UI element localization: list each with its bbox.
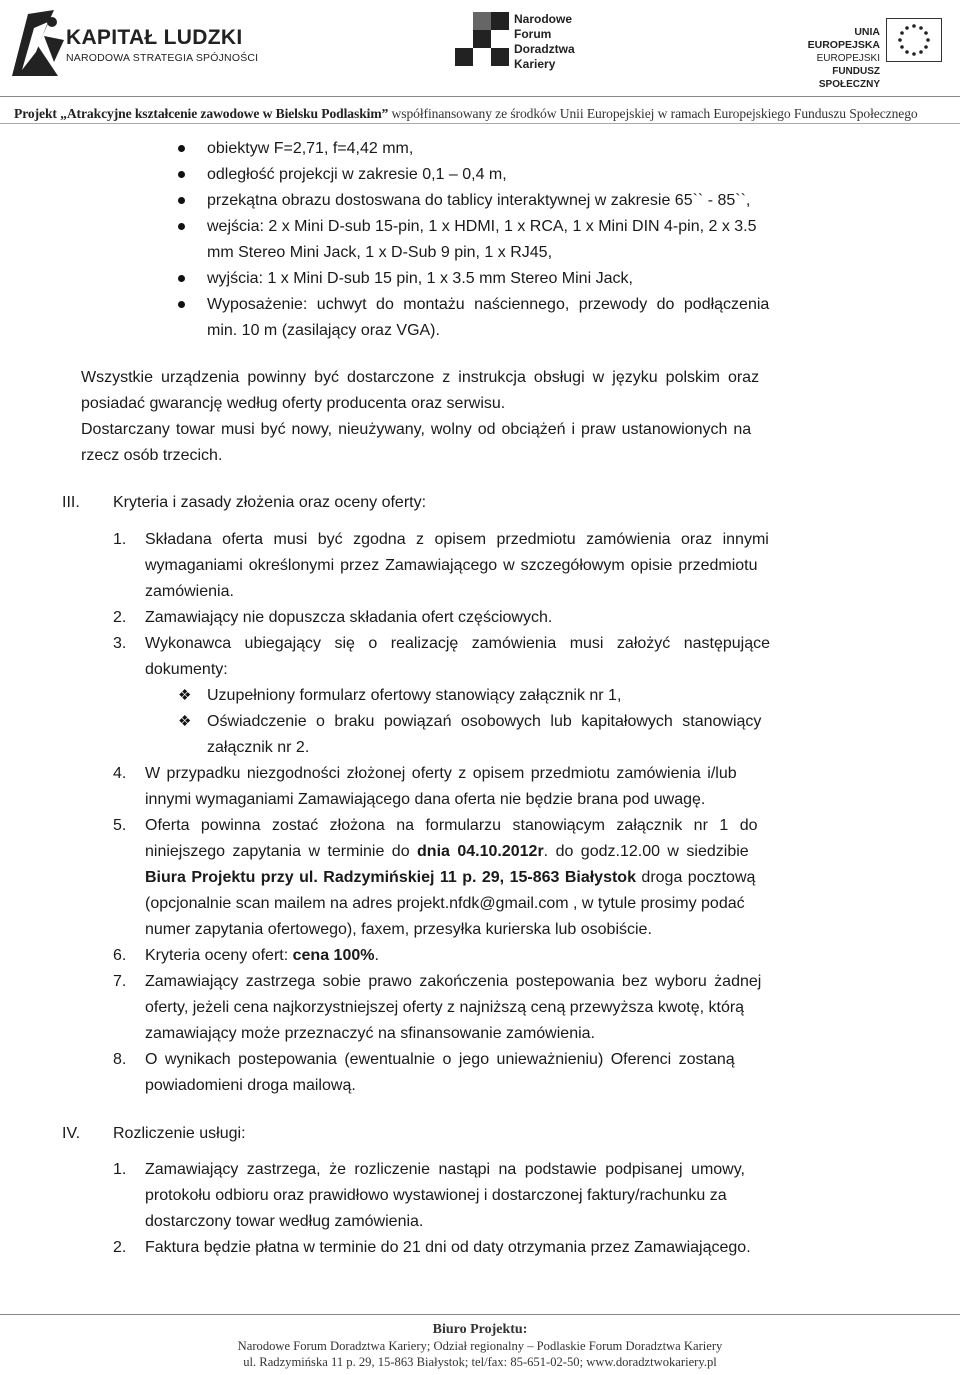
- s3-item-4-number: 4.: [113, 765, 127, 782]
- spec-bullet-4-cont: mm Stereo Mini Jack, 1 x D-Sub 9 pin, 1 x RJ45,: [207, 244, 553, 261]
- bullet-dot: [178, 171, 185, 178]
- paragraph-warranty-l2: posiadać gwarancję według oferty producenta oraz serwisu.: [81, 395, 506, 412]
- footer-line-1: Narodowe Forum Doradztwa Kariery; Odział regionalny – Podlaskie Forum Doradztwa Kariery: [237, 1339, 723, 1353]
- s3-sub-2-cont: załącznik nr 2.: [207, 739, 310, 756]
- s3-item-5-l4: (opcjonalnie scan mailem na adres projekt.nfdk@gmail.com , w tytule prosimy podać: [145, 895, 745, 912]
- s3-item-5-l1: Oferta powinna zostać złożona na formularzu stanowiącym załącznik nr 1 do: [145, 817, 758, 834]
- s4-item-1-l3: dostarczony towar według zamówienia.: [145, 1213, 424, 1230]
- s4-item-1-l1: Zamawiający zastrzega, że rozliczenie nastąpi na podstawie podpisanej umowy,: [145, 1161, 745, 1178]
- spec-bullet-6-cont: min. 10 m (zasilający oraz VGA).: [207, 322, 440, 339]
- s3-item-8-l2: powiadomieni droga mailową.: [145, 1077, 356, 1094]
- spec-bullet-4: wejścia: 2 x Mini D-sub 15-pin, 1 x HDMI, 1 x RCA, 1 x Mini DIN 4-pin, 2 x 3.5: [207, 218, 757, 235]
- spec-bullet-5: wyjścia: 1 x Mini D-sub 15 pin, 1 x 3.5 mm Stereo Mini Jack,: [207, 270, 633, 287]
- s3-item-2-number: 2.: [113, 609, 127, 626]
- s3-item-8-number: 8.: [113, 1051, 127, 1068]
- s3-item-1-l1: Składana oferta musi być zgodna z opisem przedmiotu zamówienia oraz innymi: [145, 531, 769, 548]
- header-divider-2: [0, 123, 960, 124]
- paragraph-goods-l2: rzecz osób trzecich.: [81, 447, 223, 464]
- s4-item-1-l2: protokołu odbioru oraz prawidłowo wystawionej i dostarczonej faktury/rachunku za: [145, 1187, 727, 1204]
- spec-bullet-3: przekątna obrazu dostoswana do tablicy interaktywnej w zakresie 65`` - 85``,: [207, 192, 751, 209]
- s3-item-1-l2: wymaganiami określonymi przez Zamawiającego w szczegółowym opisie przedmiotu: [145, 557, 758, 574]
- ue-line-2: EUROPEJSKI: [816, 53, 880, 64]
- s4-item-2: Faktura będzie płatna w terminie do 21 dni od daty otrzymania przez Zamawiającego.: [145, 1239, 751, 1256]
- spec-bullet-6: Wyposażenie: uchwyt do montażu naściennego, przewody do podłączenia: [207, 296, 770, 313]
- section-3-title: Kryteria i zasady złożenia oraz oceny oferty:: [113, 494, 427, 511]
- s3-item-7-l2: oferty, jeżeli cena najkorzystniejszej oferty z najniższą ceną przewyższa kwotę, którą: [145, 999, 745, 1016]
- s3-sub-2: Oświadczenie o braku powiązań osobowych lub kapitałowych stanowiący: [207, 713, 762, 730]
- spec-bullet-2: odległość projekcji w zakresie 0,1 – 0,4 m,: [207, 166, 507, 183]
- s3-item-6-dot: .: [374, 947, 379, 964]
- s3-item-1-l3: zamówienia.: [145, 583, 234, 600]
- ue-logo-text: [790, 26, 880, 91]
- paragraph-goods-l1: Dostarczany towar musi być nowy, nieużywany, wolny od obciążeń i praw ustanowionych na: [81, 421, 752, 438]
- s3-item-3-number: 3.: [113, 635, 127, 652]
- s3-item-4-l1: W przypadku niezgodności złożonej oferty z opisem przedmiotu zamówienia i/lub: [145, 765, 737, 782]
- header-divider: [0, 96, 960, 97]
- eu-flag-icon: [886, 18, 942, 62]
- bullet-dot: [178, 275, 185, 282]
- s3-item-7-l3: zamawiający może przeznaczyć na sfinansowanie zamówienia.: [145, 1025, 595, 1042]
- spec-bullet-1: obiektyw F=2,71, f=4,42 mm,: [207, 140, 414, 157]
- bullet-dot: [178, 223, 185, 230]
- bullet-dot: [178, 301, 185, 308]
- s3-item-5-deadline: dnia 04.10.2012r: [417, 843, 544, 860]
- s3-item-5-l2c: . do godz.12.00 w siedzibie: [543, 843, 749, 860]
- s3-item-2: Zamawiający nie dopuszcza składania ofert częściowych.: [145, 609, 553, 626]
- page-header: [0, 0, 960, 120]
- footer-title: Biuro Projektu:: [432, 1322, 528, 1337]
- s3-item-3-l1: Wykonawca ubiegający się o realizację zamówienia musi założyć następujące: [145, 635, 771, 652]
- s3-item-7-l1: Zamawiający zastrzega sobie prawo zakończenia postepowania bez wyboru żadnej: [145, 973, 762, 990]
- paragraph-warranty-l1: Wszystkie urządzenia powinny być dostarczone z instrukcja obsługi w języku polskim oraz: [81, 369, 760, 386]
- ue-line-3: FUNDUSZ SPOŁECZNY: [818, 66, 880, 90]
- s4-item-1-number: 1.: [113, 1161, 127, 1178]
- s3-item-5-l3b: droga pocztową: [635, 869, 756, 886]
- project-title: Projekt „Atrakcyjne kształcenie zawodowe w Bielsku Podlaskim”: [14, 106, 389, 121]
- kapital-ludzki-subtitle: NARODOWA STRATEGIA SPÓJNOŚCI: [66, 52, 259, 64]
- section-3-number: III.: [62, 494, 80, 511]
- s3-item-8-l1: O wynikach postepowania (ewentualnie o jego unieważnieniu) Oferenci zostaną: [145, 1051, 735, 1068]
- footer-divider: [0, 1314, 960, 1315]
- section-4-title: Rozliczenie usługi:: [113, 1125, 246, 1142]
- footer-line-2: ul. Radzymińska 11 p. 29, 15-863 Białystok; tel/fax: 85-651-02-50; www.doradztwokariery.pl: [243, 1355, 717, 1369]
- s3-item-5-number: 5.: [113, 817, 127, 834]
- bullet-dot: [178, 145, 185, 152]
- diamond-bullet-icon: ❖: [178, 687, 192, 704]
- s3-item-5-l3: [145, 868, 755, 888]
- section-4-number: IV.: [62, 1125, 81, 1142]
- project-funding: współfinansowany ze środków Unii Europejskiej w ramach Europejskiego Funduszu Społecznego: [388, 106, 918, 121]
- nfdk-logo-text: [514, 12, 584, 72]
- nfdk-line-3: Doradztwa: [514, 42, 575, 56]
- bullet-dot: [178, 197, 185, 204]
- s3-item-5-l2: [145, 842, 749, 862]
- diamond-bullet-icon: ❖: [178, 713, 192, 730]
- s4-item-2-number: 2.: [113, 1239, 127, 1256]
- s3-item-5-l2a: niniejszego zapytania w terminie do: [145, 843, 418, 860]
- nfdk-line-1: Narodowe: [514, 12, 573, 26]
- s3-item-3-l2: dokumenty:: [145, 661, 228, 678]
- s3-item-6-number: 6.: [113, 947, 127, 964]
- s3-item-6-value: cena 100%: [292, 947, 375, 964]
- s3-sub-1: Uzupełniony formularz ofertowy stanowiący załącznik nr 1,: [207, 687, 622, 704]
- s3-item-7-number: 7.: [113, 973, 127, 990]
- s3-item-5-address: Biura Projektu przy ul. Radzymińskiej 11 p. 29, 15-863 Białystok: [145, 869, 636, 886]
- s3-item-5-l5: numer zapytania ofertowego), faxem, przesyłka kurierska lub osobiście.: [145, 921, 652, 938]
- s3-item-6-label: Kryteria oceny ofert:: [145, 947, 293, 964]
- nfdk-line-2: Forum: [514, 27, 552, 41]
- nfdk-line-4: Kariery: [514, 57, 556, 71]
- project-line: [14, 106, 918, 122]
- s3-item-1-number: 1.: [113, 531, 127, 548]
- s3-item-6: [145, 946, 379, 966]
- ue-line-1: UNIA EUROPEJSKA: [807, 26, 880, 51]
- s3-item-4-l2: innymi wymaganiami Zamawiającego dana oferta nie będzie brana pod uwagę.: [145, 791, 706, 808]
- kapital-ludzki-title: KAPITAŁ LUDZKI: [66, 26, 243, 49]
